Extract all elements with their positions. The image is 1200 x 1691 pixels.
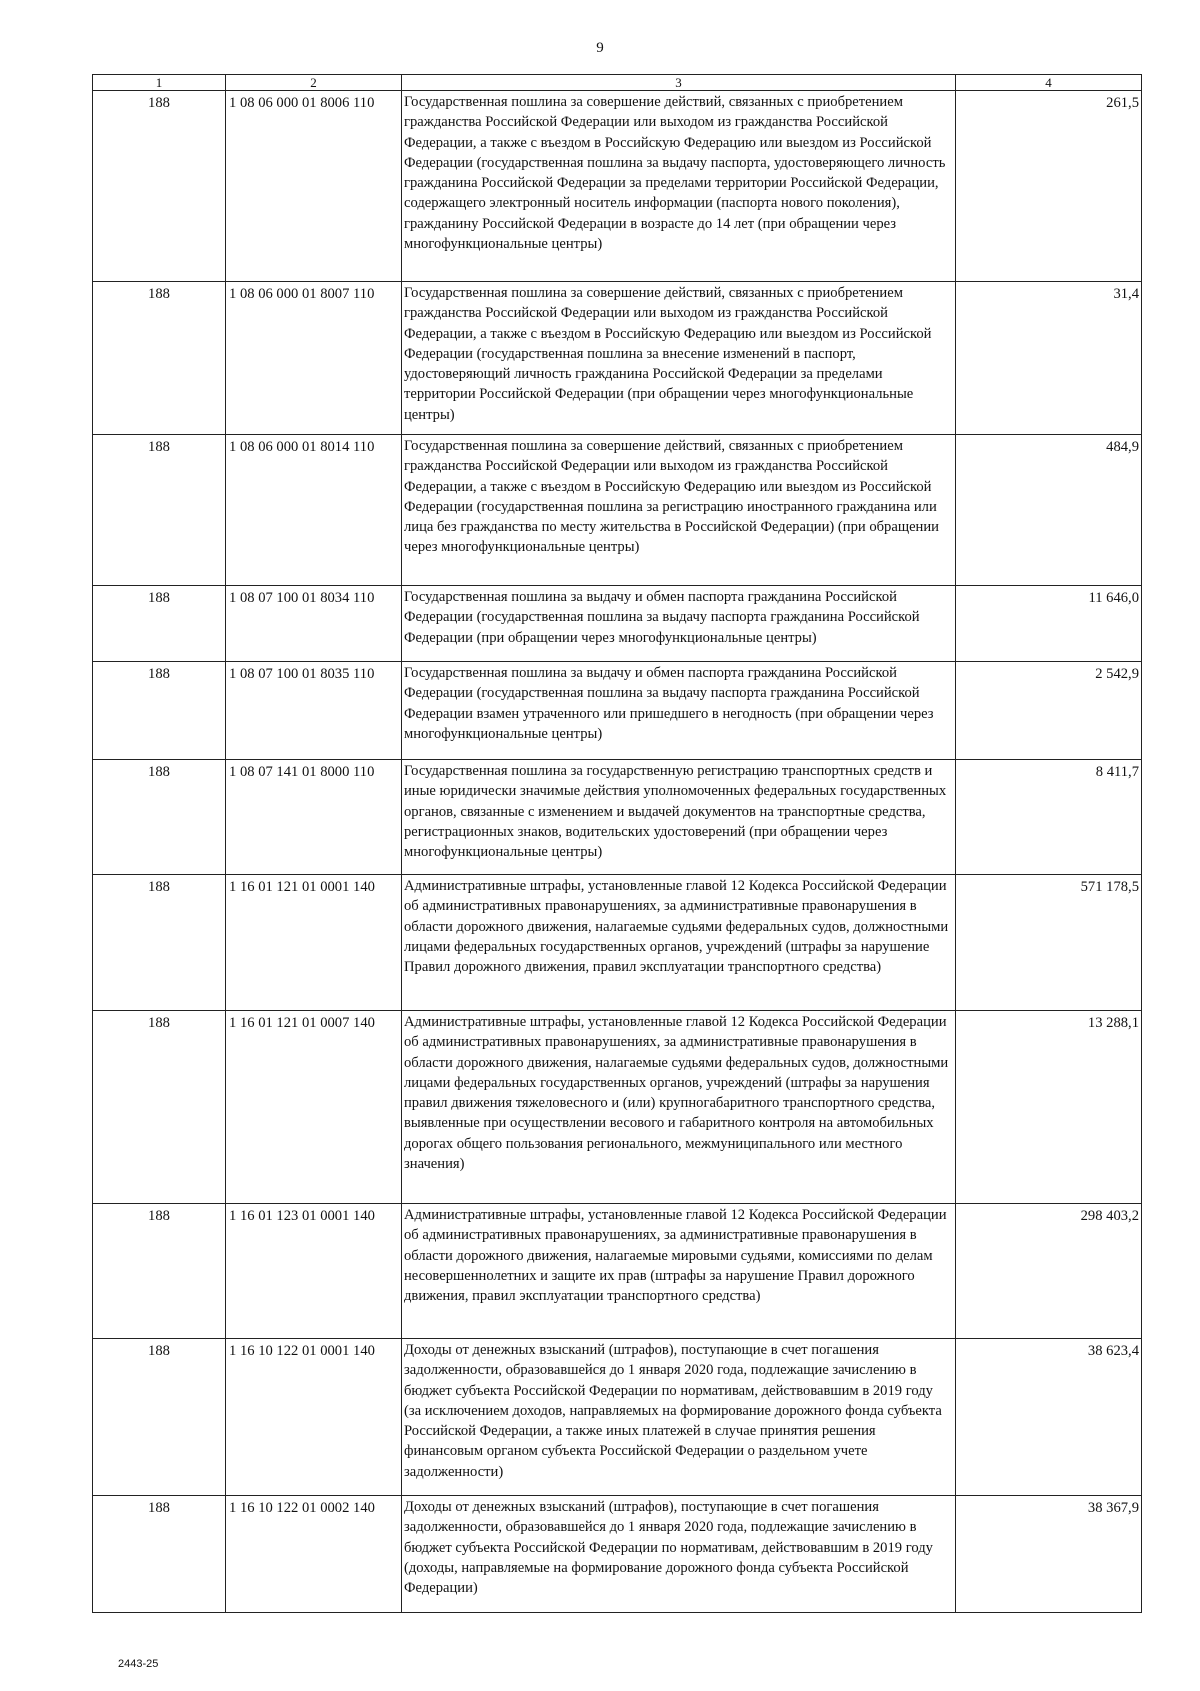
admin-code-cell: 188 (93, 435, 226, 586)
column-header: 2 (226, 75, 402, 91)
table-row (93, 1204, 1142, 1339)
column-header: 1 (93, 75, 226, 91)
description-cell: Государственная пошлина за выдачу и обмен паспорта гражданина Российской Федерации (государственная пошлина за выдачу паспорта гражданина Российской Федерации (при обращении через многофункциональные центры) (402, 586, 956, 662)
budget-table (92, 74, 1142, 1613)
amount-cell: 2 542,9 (956, 662, 1142, 760)
amount-cell: 298 403,2 (956, 1204, 1142, 1339)
document-id: 2443-25 (118, 1658, 159, 1670)
table-row (93, 662, 1142, 760)
budget-code-cell: 1 08 06 000 01 8006 110 (226, 91, 402, 282)
description-cell: Государственная пошлина за совершение действий, связанных с приобретением гражданства Российской Федерации или выходом из гражданства Российской Федерации, а также с въездом в Российскую Федерацию или выездом из Российской Федерации (государственная пошлина за регистрацию иностранного гражданина или лица без гражданства по месту жительства в Российской Федерации) (при обращении через многофункциональные центры) (402, 435, 956, 586)
budget-code-cell: 1 16 01 123 01 0001 140 (226, 1204, 402, 1339)
description-cell: Государственная пошлина за государственную регистрацию транспортных средств и иные юридически значимые действия уполномоченных федеральных государственных органов, связанные с изменением и выдачей документов на транспортные средства, регистрационных знаков, водительских удостоверений (при обращении через многофункциональные центры) (402, 760, 956, 875)
amount-cell: 13 288,1 (956, 1011, 1142, 1204)
table-row (93, 760, 1142, 875)
admin-code-cell: 188 (93, 586, 226, 662)
budget-code-cell: 1 16 10 122 01 0002 140 (226, 1496, 402, 1613)
table-row (93, 586, 1142, 662)
table-row (93, 1339, 1142, 1496)
table-row (93, 435, 1142, 586)
amount-cell: 8 411,7 (956, 760, 1142, 875)
table-row (93, 875, 1142, 1011)
description-cell: Административные штрафы, установленные главой 12 Кодекса Российской Федерации об административных правонарушениях, за административные правонарушения в области дорожного движения, налагаемые мировыми судьями, комиссиями по делам несовершеннолетних и защите их прав (штрафы за нарушение Правил дорожного движения, правил эксплуатации транспортного средства) (402, 1204, 956, 1339)
table-row (93, 1011, 1142, 1204)
admin-code-cell: 188 (93, 282, 226, 435)
admin-code-cell: 188 (93, 1204, 226, 1339)
amount-cell: 261,5 (956, 91, 1142, 282)
amount-cell: 11 646,0 (956, 586, 1142, 662)
column-header: 4 (956, 75, 1142, 91)
admin-code-cell: 188 (93, 91, 226, 282)
amount-cell: 38 623,4 (956, 1339, 1142, 1496)
budget-code-cell: 1 16 10 122 01 0001 140 (226, 1339, 402, 1496)
admin-code-cell: 188 (93, 1011, 226, 1204)
admin-code-cell: 188 (93, 1339, 226, 1496)
amount-cell: 484,9 (956, 435, 1142, 586)
description-cell: Государственная пошлина за совершение действий, связанных с приобретением гражданства Российской Федерации или выходом из гражданства Российской Федерации, а также с въездом в Российскую Федерацию или выездом из Российской Федерации (государственная пошлина за внесение изменений в паспорт, удостоверяющий личность гражданина Российской Федерации за пределами территории Российской Федерации (при обращении через многофункциональные центры) (402, 282, 956, 435)
table-row (93, 91, 1142, 282)
description-cell: Доходы от денежных взысканий (штрафов), поступающие в счет погашения задолженности, образовавшейся до 1 января 2020 года, подлежащие зачислению в бюджет субъекта Российской Федерации по нормативам, действовавшим в 2019 году (за исключением доходов, направляемых на формирование дорожного фонда субъекта Российской Федерации, а также иных платежей в случае принятия решения финансовым органом субъекта Российской Федерации о раздельном учете задолженности) (402, 1339, 956, 1496)
description-cell: Административные штрафы, установленные главой 12 Кодекса Российской Федерации об административных правонарушениях, за административные правонарушения в области дорожного движения, налагаемые судьями федеральных судов, должностными лицами федеральных государственных органов, учреждений (штрафы за нарушения правил движения тяжеловесного и (или) крупногабаритного транспортного средства, выявленные при осуществлении весового и габаритного контроля на автомобильных дорогах общего пользования регионального, межмуниципального или местного значения) (402, 1011, 956, 1204)
budget-code-cell: 1 08 07 141 01 8000 110 (226, 760, 402, 875)
column-header: 3 (402, 75, 956, 91)
description-cell: Доходы от денежных взысканий (штрафов), поступающие в счет погашения задолженности, образовавшейся до 1 января 2020 года, подлежащие зачислению в бюджет субъекта Российской Федерации по нормативам, действовавшим в 2019 году (доходы, направляемые на формирование дорожного фонда субъекта Российской Федерации) (402, 1496, 956, 1613)
budget-code-cell: 1 16 01 121 01 0007 140 (226, 1011, 402, 1204)
admin-code-cell: 188 (93, 760, 226, 875)
budget-code-cell: 1 08 06 000 01 8014 110 (226, 435, 402, 586)
description-cell: Государственная пошлина за выдачу и обмен паспорта гражданина Российской Федерации (государственная пошлина за выдачу паспорта гражданина Российской Федерации взамен утраченного или пришедшего в негодность (при обращении через многофункциональные центры) (402, 662, 956, 760)
amount-cell: 31,4 (956, 282, 1142, 435)
table-row (93, 1496, 1142, 1613)
header-row (93, 75, 1142, 91)
budget-code-cell: 1 08 06 000 01 8007 110 (226, 282, 402, 435)
budget-code-cell: 1 08 07 100 01 8034 110 (226, 586, 402, 662)
admin-code-cell: 188 (93, 662, 226, 760)
description-cell: Государственная пошлина за совершение действий, связанных с приобретением гражданства Российской Федерации или выходом из гражданства Российской Федерации, а также с въездом в Российскую Федерацию или выездом из Российской Федерации (государственная пошлина за выдачу паспорта, удостоверяющего личность гражданина Российской Федерации за пределами территории Российской Федерации, содержащего электронный носитель информации (паспорта нового поколения), гражданину Российской Федерации в возрасте до 14 лет (при обращении через многофункциональные центры) (402, 91, 956, 282)
amount-cell: 571 178,5 (956, 875, 1142, 1011)
table-row (93, 282, 1142, 435)
admin-code-cell: 188 (93, 1496, 226, 1613)
amount-cell: 38 367,9 (956, 1496, 1142, 1613)
admin-code-cell: 188 (93, 875, 226, 1011)
budget-code-cell: 1 16 01 121 01 0001 140 (226, 875, 402, 1011)
page-number: 9 (596, 40, 604, 56)
budget-code-cell: 1 08 07 100 01 8035 110 (226, 662, 402, 760)
description-cell: Административные штрафы, установленные главой 12 Кодекса Российской Федерации об административных правонарушениях, за административные правонарушения в области дорожного движения, налагаемые судьями федеральных судов, должностными лицами федеральных государственных органов, учреждений (штрафы за нарушение Правил дорожного движения, правил эксплуатации транспортного средства) (402, 875, 956, 1011)
